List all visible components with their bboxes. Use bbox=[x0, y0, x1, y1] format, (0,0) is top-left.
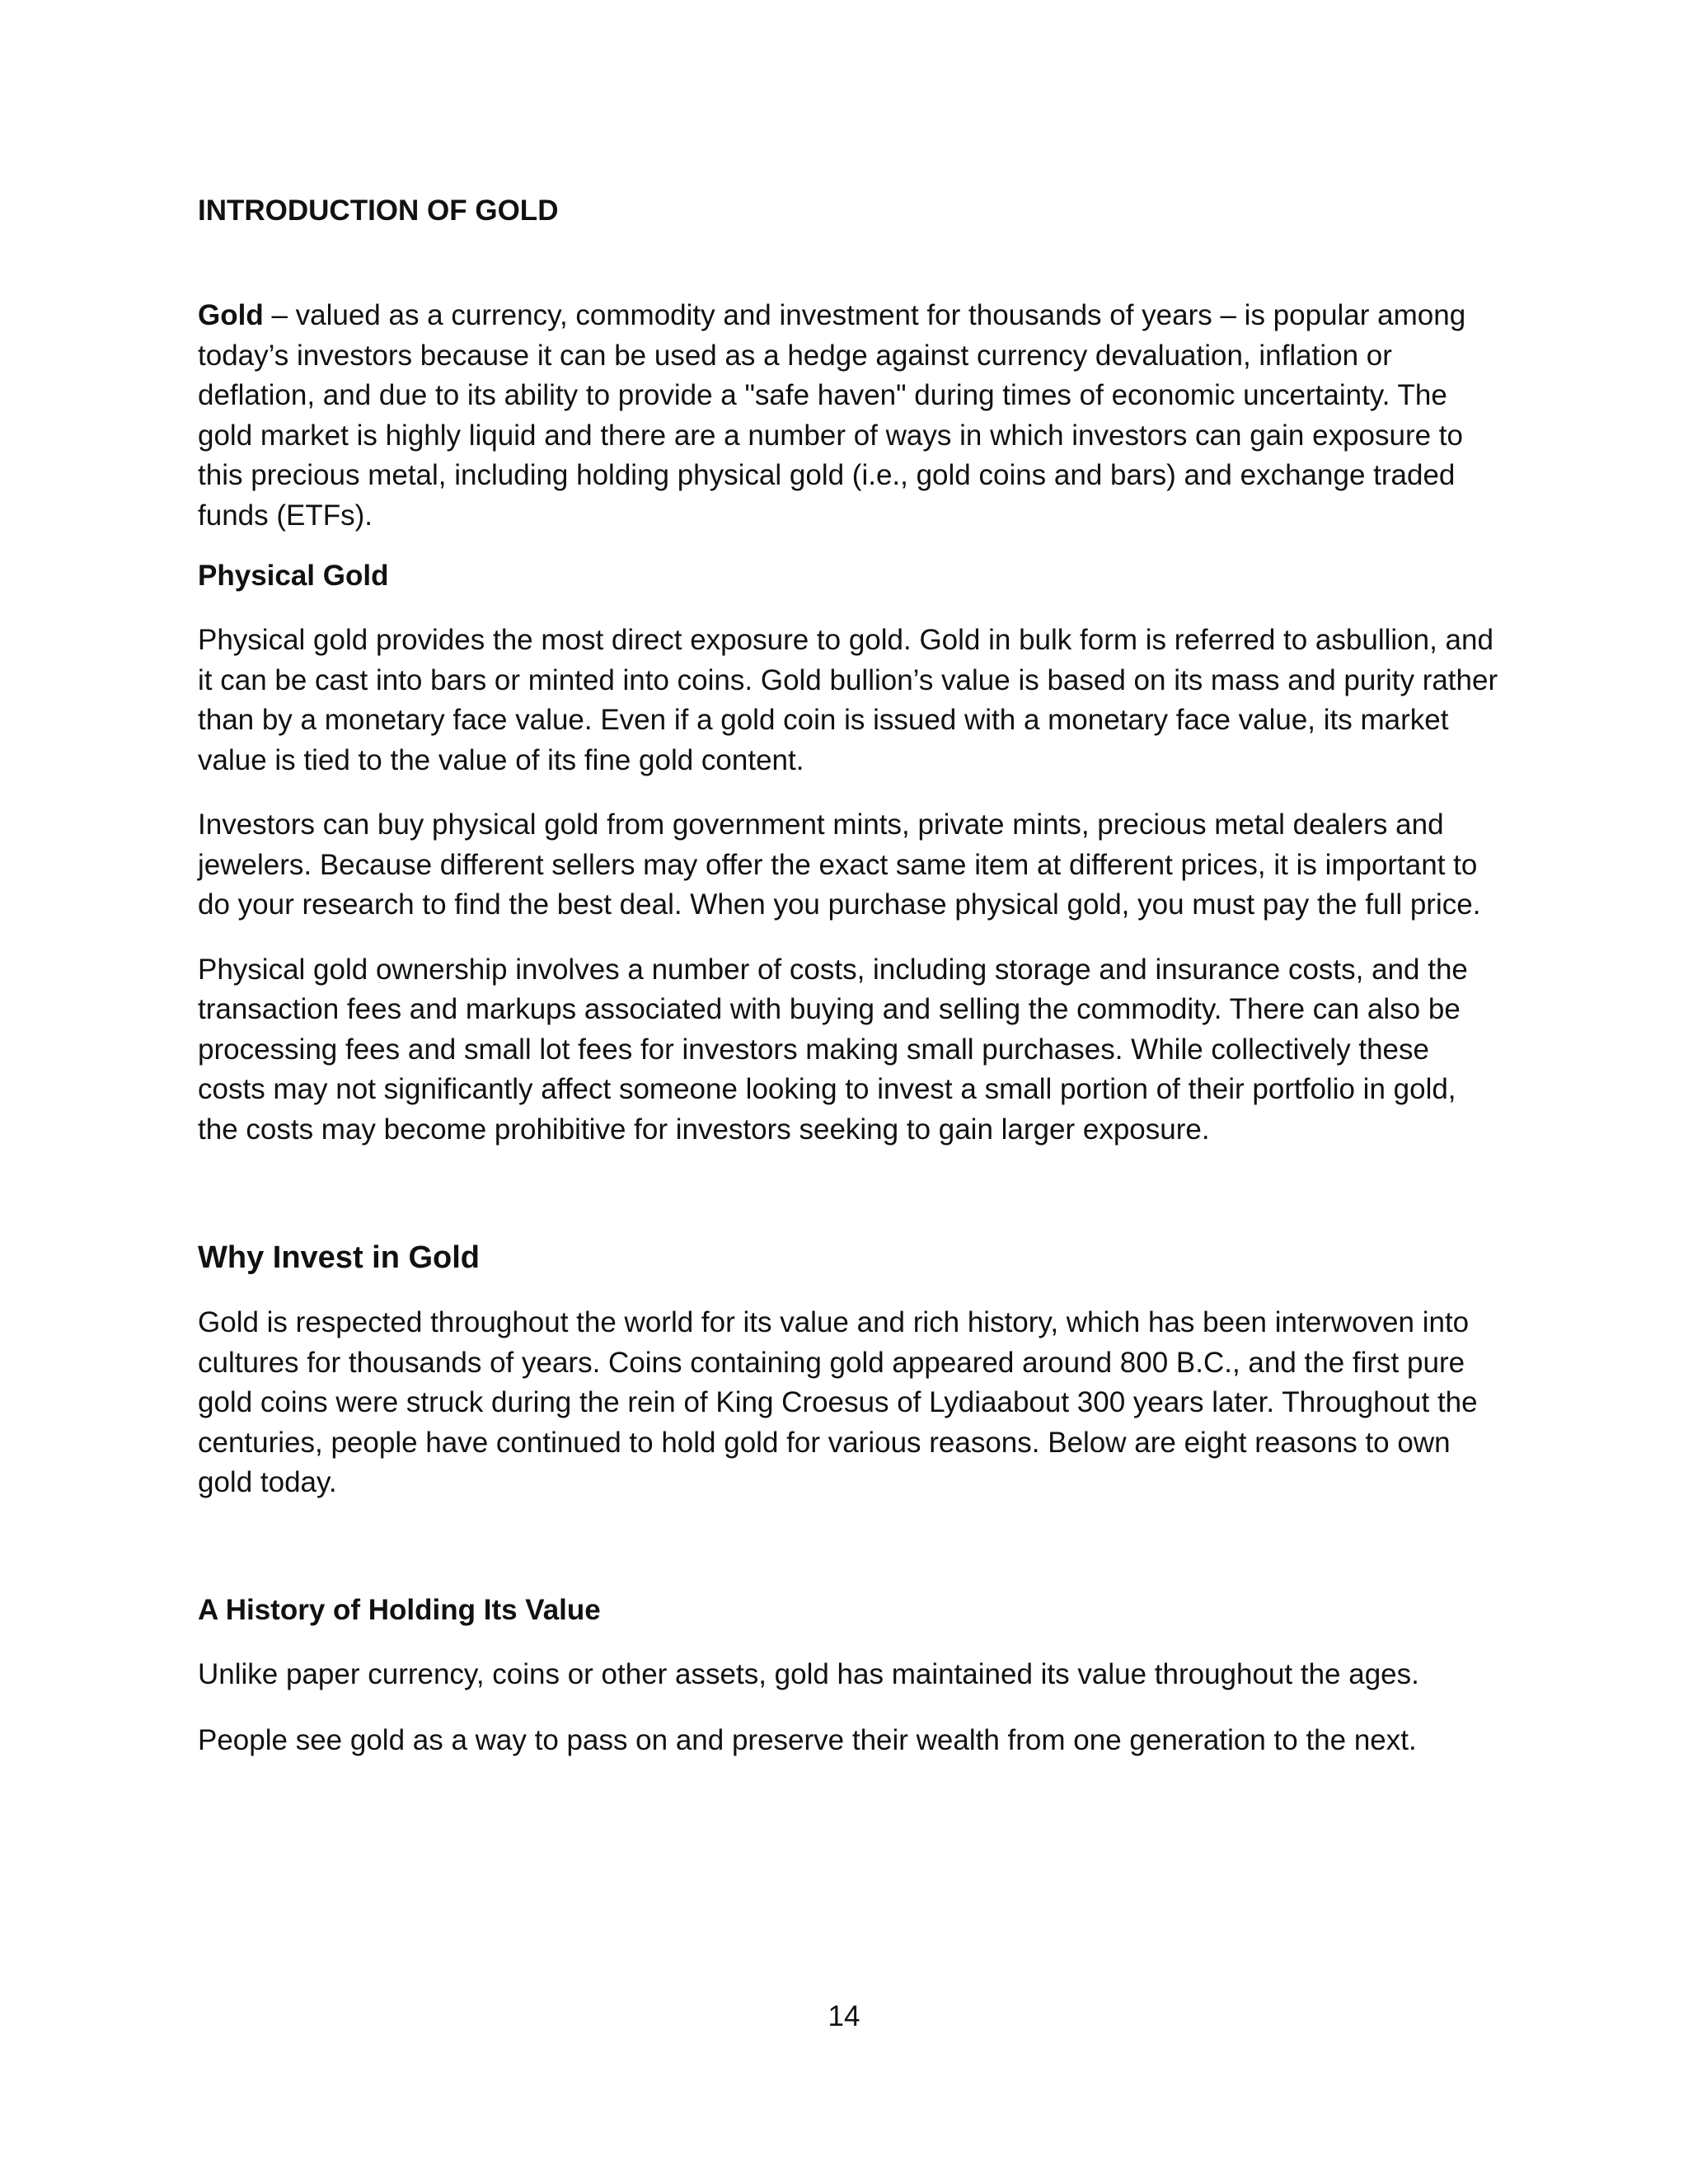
document-title: INTRODUCTION OF GOLD bbox=[198, 194, 559, 227]
why-invest-heading: Why Invest in Gold bbox=[198, 1240, 481, 1275]
history-value-heading: A History of Holding Its Value bbox=[198, 1593, 601, 1626]
physical-gold-paragraph-1: Physical gold provides the most direct exposure to gold. Gold in bulk form is referred to asbullion, and it can be cast into bars or minted into coins. Gold bullion’s value is based on its mass and purity rather than by a monetary face value. Even if a gold coin is issued with a monetary face value, its market value is tied to the value of its fine gold content. bbox=[198, 624, 1498, 776]
intro-text: – valued as a currency, commodity and investment for thousands of years – is popular among today’s investors because it can be used as a hedge against currency devaluation, inflation or deflation, and due to its ability to provide a "safe haven" during times of economic uncertainty. The gold market is highly liquid and there are a number of ways in which investors can gain exposure to this precious metal, including holding physical gold (i.e., gold coins and bars) and exchange traded funds (ETFs). bbox=[198, 299, 1466, 532]
why-invest-paragraph: Gold is respected throughout the world for its value and rich history, which has been interwoven into cultures for thousands of years. Coins containing gold appeared around 800 B.C., and the first pure gold coins were struck during the rein of King Croesus of Lydiaabout 300 years later. Throughout the centuries, people have continued to hold gold for various reasons. Below are eight reasons to own gold today. bbox=[198, 1306, 1478, 1498]
physical-gold-heading: Physical Gold bbox=[198, 560, 389, 592]
history-value-paragraph-2: People see gold as a way to pass on and preserve their wealth from one generation to the next. bbox=[198, 1724, 1417, 1756]
page-number: 14 bbox=[828, 2000, 860, 2032]
physical-gold-paragraph-2: Investors can buy physical gold from government mints, private mints, precious metal dealers and jewelers. Because different sellers may offer the exact same item at different prices, it is important to do your research to find the best deal. When you purchase physical gold, you must pay the full price. bbox=[198, 808, 1481, 921]
intro-paragraph bbox=[198, 296, 1500, 536]
history-value-paragraph-1: Unlike paper currency, coins or other assets, gold has maintained its value throughout the ages. bbox=[198, 1657, 1419, 1690]
intro-lead-term: Gold bbox=[198, 299, 264, 331]
page-content bbox=[198, 194, 1500, 1761]
physical-gold-paragraph-3: Physical gold ownership involves a number of costs, including storage and insurance costs, and the transaction fees and markups associated with buying and selling the commodity. There can also be processing fees and small lot fees for investors making small purchases. While collectively these costs may not significantly affect someone looking to invest a small portion of their portfolio in gold, the costs may become prohibitive for investors seeking to gain larger exposure. bbox=[198, 953, 1468, 1146]
